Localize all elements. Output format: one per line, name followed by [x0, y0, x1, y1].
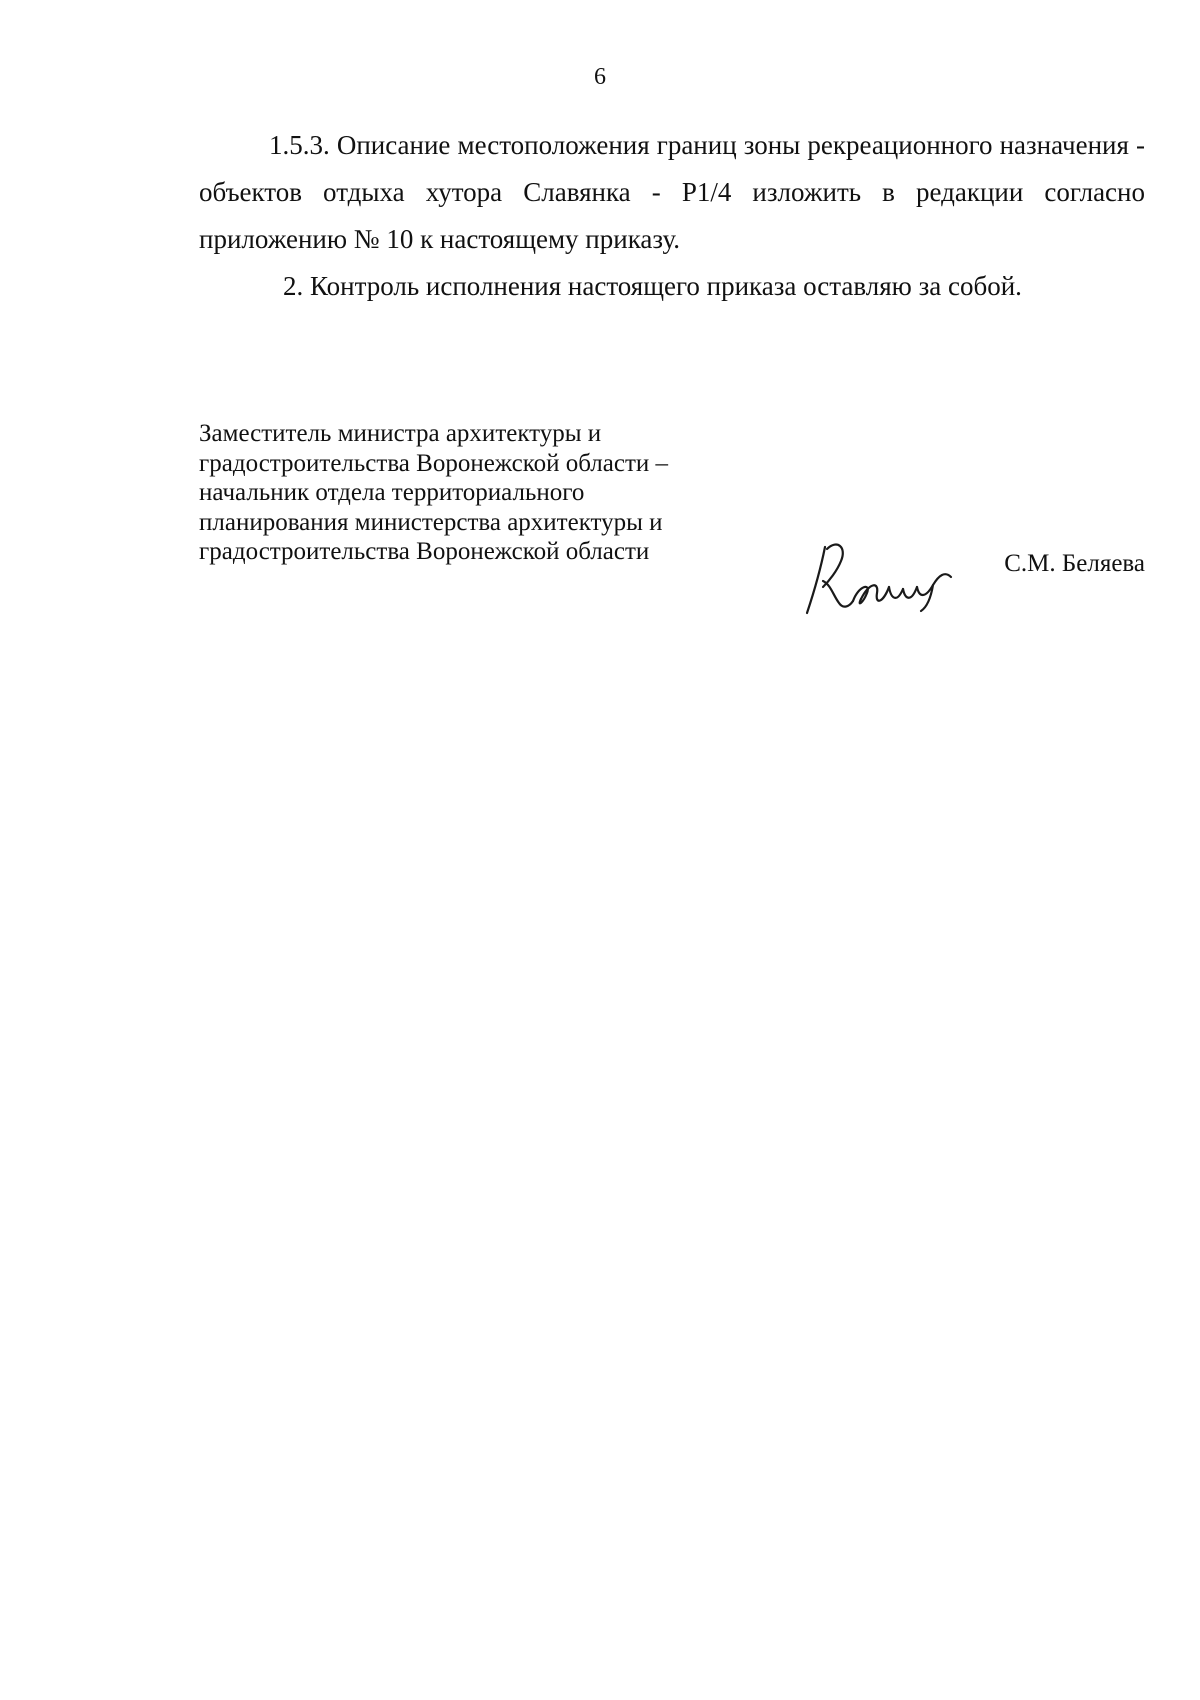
- signatory-title-line: начальник отдела территориального: [199, 479, 585, 506]
- clause-2: 2. Контроль исполнения настоящего приказа оставляю за собой.: [283, 271, 1022, 301]
- signatory-title-line: планирования министерства архитектуры и: [199, 508, 663, 536]
- handwritten-signature-icon: [803, 537, 968, 617]
- signature-block: [199, 419, 1145, 599]
- page-number: 6: [594, 64, 606, 90]
- signatory-title-line: градостроительства Воронежской области: [199, 538, 650, 565]
- clause-1-5-3: 1.5.3. Описание местоположения границ зоны рекреационного назначения - объектов отдыха хутора Славянка - Р1/4 изложить в редакции согласно приложению № 10 к настоящему приказу.: [199, 130, 1145, 254]
- signatory-title: [199, 419, 759, 567]
- document-body: [199, 122, 1145, 310]
- signatory-title-line: градостроительства Воронежской области –: [199, 449, 669, 477]
- signatory-title-line: Заместитель министра архитектуры и: [199, 420, 602, 447]
- signatory-name: С.М. Беляева: [1004, 550, 1145, 577]
